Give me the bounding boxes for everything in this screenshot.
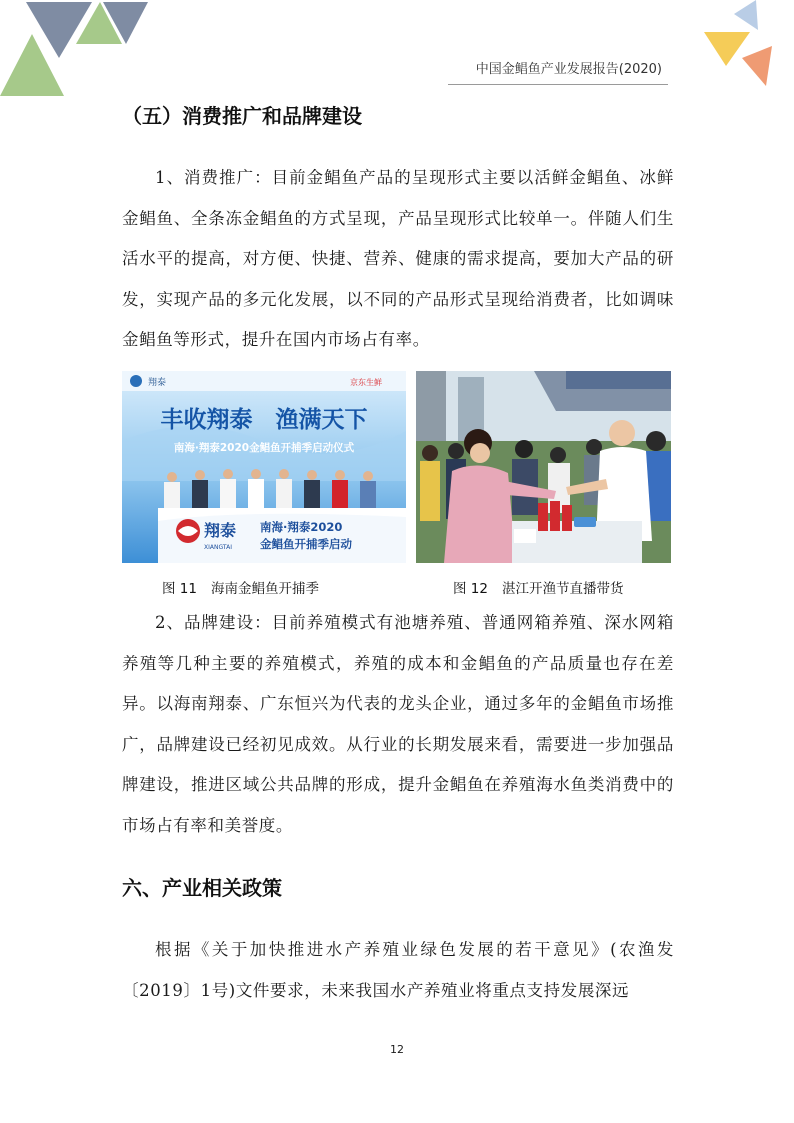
paragraph-policy: 根据《关于加快推进水产养殖业绿色发展的若干意见》(农渔发〔2019〕1号)文件要求，未来我国水产养殖业将重点支持发展深远 <box>122 940 674 1000</box>
corner-decoration-right <box>704 0 794 100</box>
figure-11-number: 图 11 <box>162 581 197 597</box>
running-header: 中国金鲳鱼产业发展报告(2020) <box>475 62 662 77</box>
figure-12-photo <box>416 371 671 563</box>
banner-slogan: 丰收翔泰 渔满天下 <box>160 406 368 433</box>
podium-text-2: 金鲳鱼开捕季启动 <box>260 537 352 551</box>
figure-12-caption <box>453 577 623 597</box>
corner-sponsor: 京东生鲜 <box>350 378 382 387</box>
deco-triangle-orange <box>742 46 772 86</box>
figure-12-caption-text: 湛江开渔节直播带货 <box>501 581 624 597</box>
page-number: 12 <box>390 1043 404 1056</box>
podium-brand-en: XIANGTAI <box>204 544 232 551</box>
section-title-5: （五）消费推广和品牌建设 <box>122 104 362 128</box>
figure-11-photo <box>122 371 406 563</box>
section-title-6: 六、产业相关政策 <box>122 876 282 900</box>
banner-event-title: 南海·翔泰2020金鲳鱼开捕季启动仪式 <box>173 442 355 454</box>
corner-decoration-left <box>0 0 160 100</box>
deco-triangle-blue <box>734 0 758 30</box>
figure-11-caption <box>162 577 319 597</box>
figure-11-caption-text: 海南金鲳鱼开捕季 <box>210 581 319 597</box>
figure-12-number: 图 12 <box>453 581 488 597</box>
podium-brand: 翔泰 <box>204 521 237 540</box>
podium-text-1: 南海·翔泰2020 <box>260 520 343 534</box>
paragraph-brand-building: 2、品牌建设：目前养殖模式有池塘养殖、普通网箱养殖、深水网箱养殖等几种主要的养殖模式，养殖的成本和金鲳鱼的产品质量也存在差异。以海南翔泰、广东恒兴为代表的龙头企业，通过多年的金鲳鱼市场推广，品牌建设已经初见成效。从行业的长期发展来看，需要进一步加强品牌建设，推进区域公共品牌的形成，提升金鲳鱼在养殖海水鱼类消费中的市场占有率和美誉度。 <box>122 613 674 835</box>
deco-triangle-yellow <box>704 32 750 66</box>
corner-logo: 翔泰 <box>148 378 167 388</box>
paragraph-consumer-promotion: 1、消费推广：目前金鲳鱼产品的呈现形式主要以活鲜金鲳鱼、冰鲜金鲳鱼、全条冻金鲳鱼的方式呈现，产品呈现形式比较单一。伴随人们生活水平的提高，对方便、快捷、营养、健康的需求提高，要加大产品的研发，实现产品的多元化发展，以不同的产品形式呈现给消费者，比如调味金鲳鱼等形式，提升在国内市场占有率。 <box>122 168 674 349</box>
header-divider <box>448 84 668 85</box>
